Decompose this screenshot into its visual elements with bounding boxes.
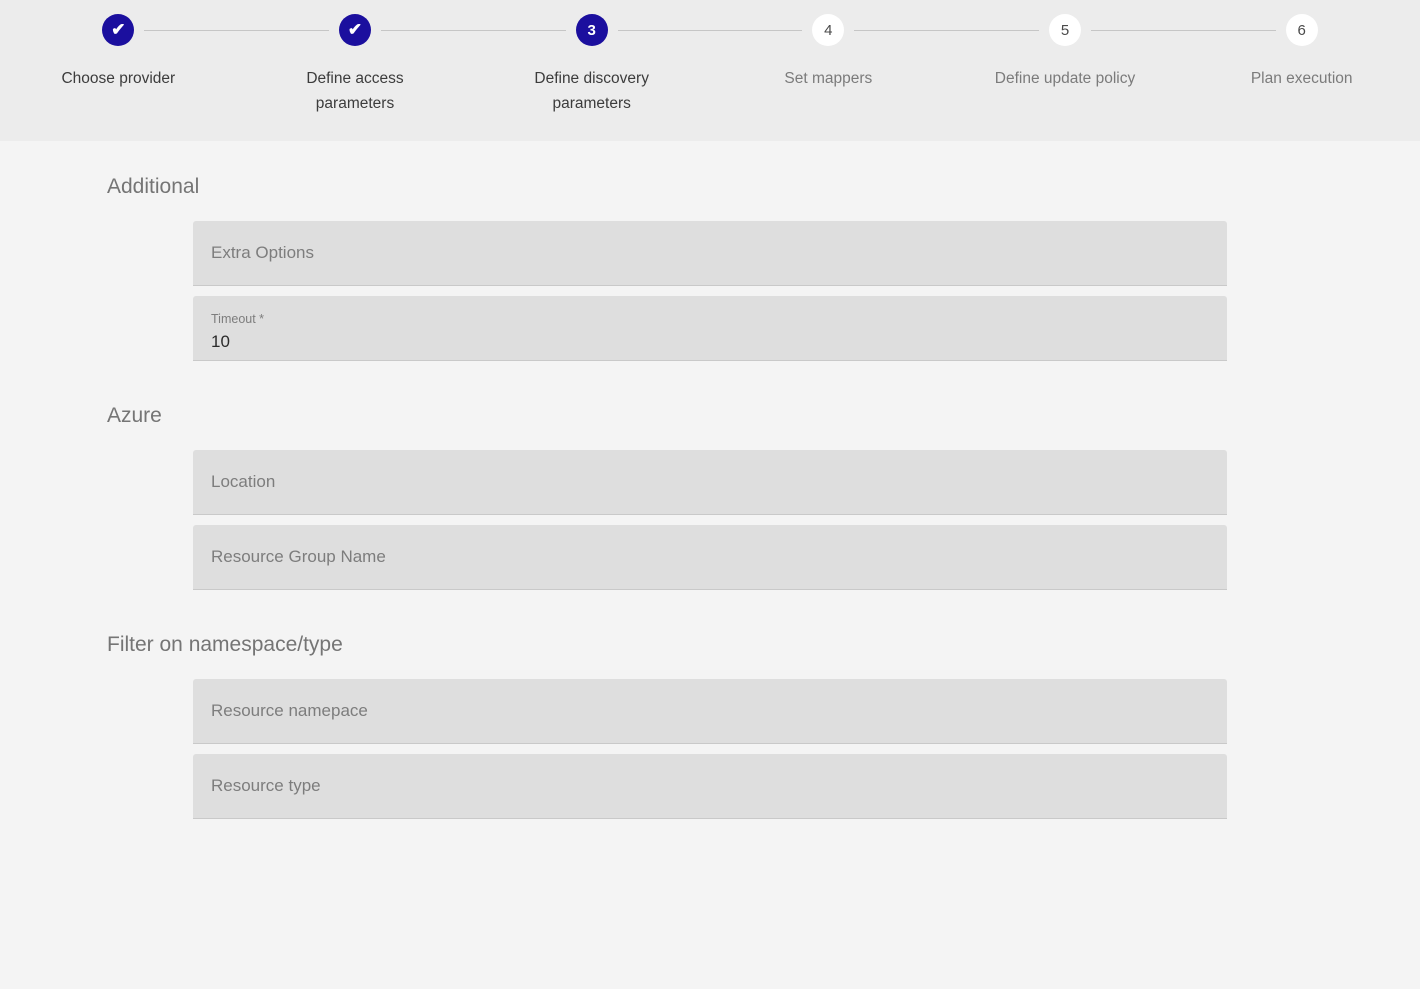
section-filter-fields [0,679,1420,819]
step-1-circle [102,14,134,46]
step-3-circle: 3 [576,14,608,46]
wizard-stepper [0,0,1420,141]
step-1-label: Choose provider [61,70,176,87]
section-azure-fields [0,450,1420,590]
step-2-circle [339,14,371,46]
check-icon: ✔ [347,20,363,39]
extra-options-field[interactable] [193,221,1227,286]
timeout-value: 10 [211,332,230,351]
step-6-circle: 6 [1286,14,1318,46]
step-choose-provider[interactable] [0,14,237,91]
resource-group-name-field[interactable] [193,525,1227,590]
step-connector [381,30,566,31]
extra-options-placeholder: Extra Options [211,243,314,262]
resource-group-name-placeholder: Resource Group Name [211,547,386,566]
resource-namespace-placeholder: Resource namepace [211,701,368,720]
step-connector [144,30,329,31]
step-set-mappers[interactable] [710,14,947,91]
discovery-parameters-form [0,141,1420,819]
step-5-circle: 5 [1049,14,1081,46]
step-4-label: Set mappers [784,70,873,87]
resource-type-field[interactable] [193,754,1227,819]
section-title-azure: Azure [107,404,162,427]
section-title-filter-namespace-type: Filter on namespace/type [107,633,343,656]
location-field[interactable] [193,450,1227,515]
timeout-label: Timeout * [211,312,265,326]
timeout-field[interactable] [193,296,1227,361]
step-5-label: Define update policy [994,70,1136,87]
check-icon: ✔ [111,20,126,39]
step-connector [854,30,1039,31]
location-placeholder: Location [211,472,276,491]
step-4-circle: 4 [812,14,844,46]
step-define-update-policy[interactable] [947,14,1184,91]
resource-namespace-field[interactable] [193,679,1227,744]
step-6-label: Plan execution [1250,70,1353,87]
step-plan-execution[interactable] [1183,14,1420,91]
section-additional-fields [0,221,1420,361]
section-title-additional: Additional [107,175,200,198]
step-3-label: Define discovery parameters [534,70,649,112]
step-2-label: Define access parameters [306,70,404,112]
step-connector [618,30,803,31]
step-connector [1091,30,1276,31]
resource-type-placeholder: Resource type [211,776,321,795]
